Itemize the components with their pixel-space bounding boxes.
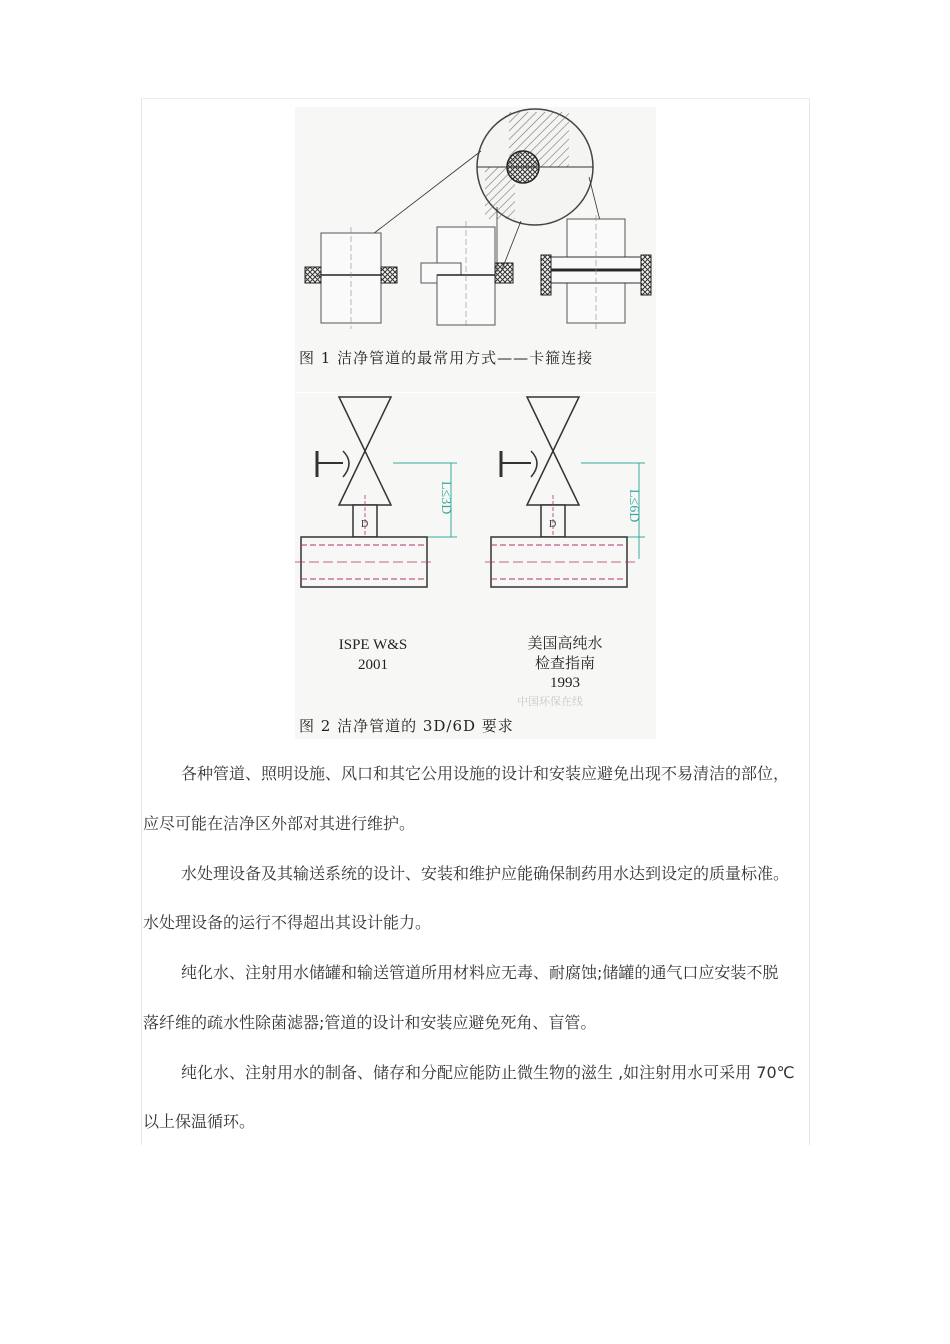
right-standard-label <box>495 633 635 693</box>
paragraph-4-line-1: 纯化水、注射用水的制备、储存和分配应能防止微生物的滋生 ,如注射用水可采用 70℃ <box>181 1063 795 1082</box>
paragraph-2-line-1: 水处理设备及其输送系统的设计、安装和维护应能确保制药用水达到设定的质量标准。 <box>181 864 790 883</box>
paragraph-4-line-2: 以上保温循环。 <box>143 1112 256 1131</box>
paragraph-3-line-2: 落纤维的疏水性除菌滤器;管道的设计和安装应避免死角、盲管。 <box>143 1013 597 1032</box>
paragraph-2-line-2: 水处理设备的运行不得超出其设计能力。 <box>143 913 432 932</box>
left-standard-label <box>313 635 433 675</box>
left-d-label: D <box>361 519 369 530</box>
watermark: 中国环保在线 <box>517 695 583 708</box>
clamp-connection-diagram <box>295 107 656 347</box>
paragraph-1-line-1: 各种管道、照明设施、风口和其它公用设施的设计和安装应避免出现不易清洁的部位， <box>181 764 790 783</box>
figure-2-caption: 图 2 洁净管道的 3D/6D 要求 <box>299 717 514 735</box>
figure-1 <box>295 107 656 392</box>
figure-1-caption: 图 1 洁净管道的最常用方式——卡箍连接 <box>299 349 594 367</box>
right-label-line-2: 检查指南 <box>534 654 595 672</box>
left-label-line-1: ISPE W&S <box>338 637 408 653</box>
left-dimension-label: L≤3D <box>438 481 453 515</box>
paragraph-3-line-1: 纯化水、注射用水储罐和输送管道所用材料应无毒、耐腐蚀;储罐的通气口应安装不脱 <box>181 963 779 982</box>
left-label-line-2: 2001 <box>358 657 388 673</box>
right-label-line-3: 1993 <box>550 675 580 691</box>
right-label-line-1: 美国高纯水 <box>527 634 603 652</box>
right-d-label: D <box>549 519 557 530</box>
figure-2 <box>295 393 656 739</box>
paragraph-1-line-2: 应尽可能在洁净区外部对其进行维护。 <box>143 814 416 833</box>
right-dimension-label: L≤6D <box>626 489 641 523</box>
